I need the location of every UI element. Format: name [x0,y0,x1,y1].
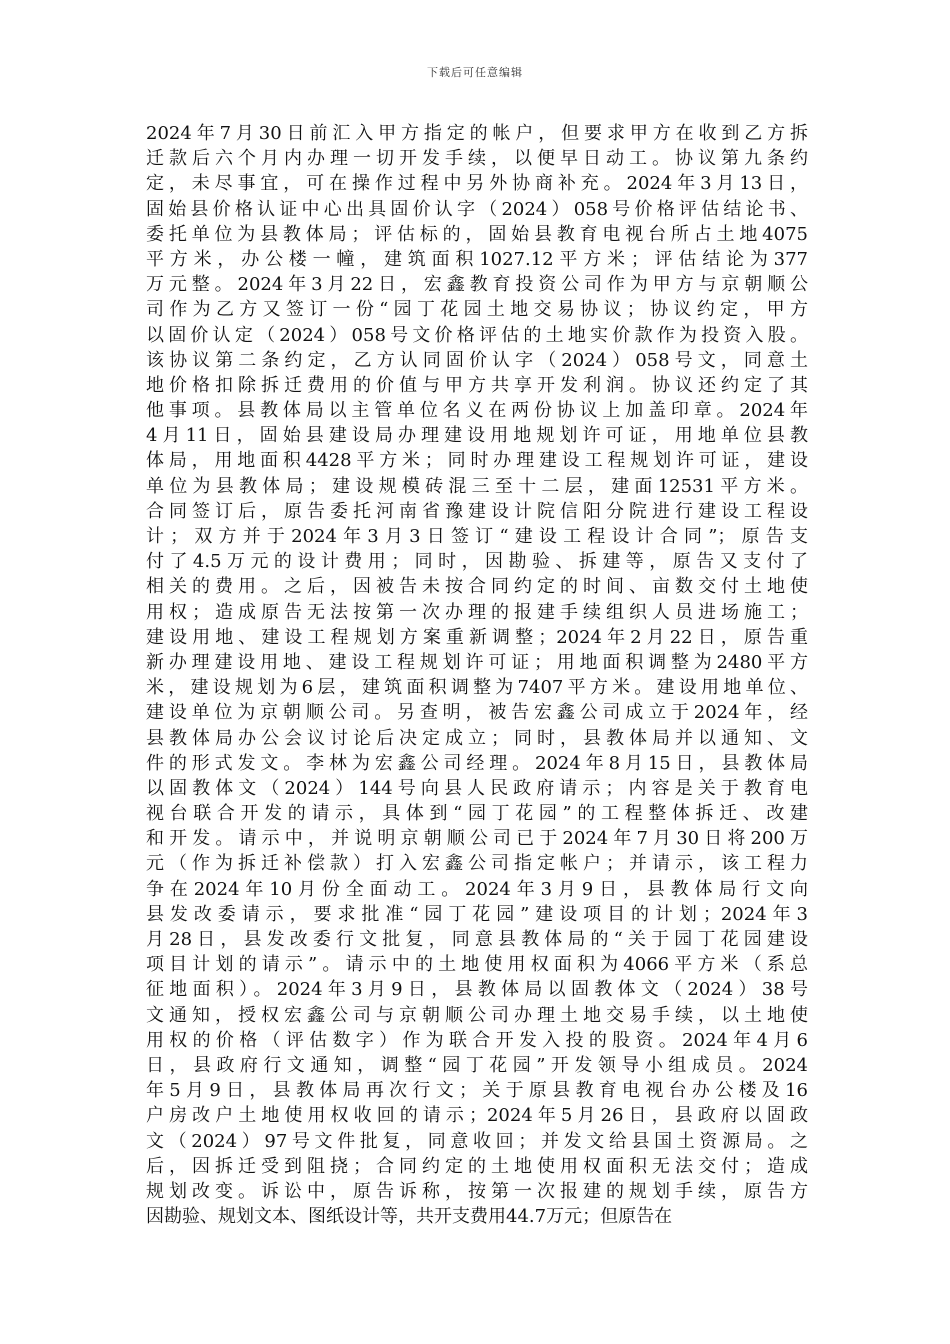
text-line: 户房改户土地使用权收回的请示；2024年5月26日，县政府以固政 [146,1105,808,1127]
body-text [146,121,808,1229]
text-line: 付了4.5万元的设计费用；同时，因勘验、拆建等，原告又支付了 [146,551,808,573]
text-line: 计；双方并于2024年3月3日签订“建设工程设计合同”；原告支 [146,526,808,547]
text-line: 以固价认定（2024）058号文价格评估的土地实价款作为投资入股。 [146,324,808,346]
text-line: 新办理建设用地、建设工程规划许可证；用地面积调整为2480平方 [146,651,808,673]
text-line: 项目计划的请示”。请示中的土地使用权面积为4066平方米（系总 [146,954,808,976]
text-line: 米，建设规划为6层，建筑面积调整为7407平方米。建设用地单位、 [146,677,808,699]
text-line: 委托单位为县教体局；评估标的，固始县教育电视台所占土地4075 [146,223,808,245]
text-line: 后，因拆迁受到阻挠；合同约定的土地使用权面积无法交付；造成 [146,1155,808,1177]
text-line: 建设单位为京朝顺公司。另查明，被告宏鑫公司成立于2024年，经 [146,702,808,724]
text-line: 司作为乙方又签订一份“园丁花园土地交易协议；协议约定，甲方 [146,299,808,321]
page-header: 下载后可任意编辑 [427,66,523,79]
text-line: 相关的费用。之后，因被告未按合同约定的时间、亩数交付土地使 [146,576,808,598]
text-line: 因勘验、规划文本、图纸设计等，共开支费用44.7万元；但原告在 [146,1206,673,1228]
text-line: 元（作为拆迁补偿款）打入宏鑫公司指定帐户；并请示，该工程力 [146,853,808,875]
text-line: 争在2024年10月份全面动工。2024年3月9日，县教体局行文向 [146,878,808,900]
text-line: 县教体局办公会议讨论后决定成立；同时，县教体局并以通知、文 [146,727,808,749]
text-line: 月28日，县发改委行文批复，同意县教体局的“关于园丁花园建设 [146,929,808,950]
text-line: 该协议第二条约定，乙方认同固价认字（2024）058号文，同意土 [146,349,808,371]
text-line: 单位为县教体局；建设规模砖混三至十二层，建面12531平方米。 [146,475,808,497]
text-line: 合同签订后，原告委托河南省豫建设计院信阳分院进行建设工程设 [146,500,808,522]
text-line: 地价格扣除拆迁费用的价值与甲方共享开发利润。协议还约定了其 [146,374,808,396]
text-line: 规划改变。诉讼中，原告诉称，按第一次报建的规划手续，原告方 [146,1180,808,1202]
text-line: 和开发。请示中，并说明京朝顺公司已于2024年7月30日将200万 [146,828,808,850]
text-line: 定，未尽事宜，可在操作过程中另外协商补充。2024年3月13日， [146,173,808,195]
text-line: 日，县政府行文通知，调整“园丁花园”开发领导小组成员。2024 [146,1054,808,1076]
text-line: 4月11日，固始县建设局办理建设用地规划许可证，用地单位县教 [146,425,808,447]
text-line: 2024年7月30日前汇入甲方指定的帐户，但要求甲方在收到乙方拆 [146,123,808,144]
text-line: 文通知，授权宏鑫公司与京朝顺公司办理土地交易手续，以土地使 [146,1004,808,1026]
text-line: 以固教体文（2024）144号向县人民政府请示；内容是关于教育电 [146,777,808,799]
text-line: 视台联合开发的请示，具体到“园丁花园”的工程整体拆迁、改建 [146,803,808,825]
text-line: 他事项。县教体局以主管单位名义在两份协议上加盖印章。2024年 [146,400,808,422]
text-line: 征地面积）。2024年3月9日，县教体局以固教体文（2024）38号 [146,979,808,1001]
text-line: 文（2024）97号文件批复，同意收回；并发文给县国土资源局。之 [146,1130,808,1152]
text-line: 年5月9日，县教体局再次行文；关于原县教育电视台办公楼及16 [146,1080,808,1102]
text-line: 迁款后六个月内办理一切开发手续，以便早日动工。协议第九条约 [146,148,808,170]
text-line: 县发改委请示，要求批准“园丁花园”建设项目的计划；2024年3 [146,903,808,925]
text-line: 固始县价格认证中心出具固价认字（2024）058号价格评估结论书、 [146,198,808,220]
text-line: 平方米，办公楼一幢，建筑面积1027.12平方米；评估结论为377 [146,248,808,270]
text-line: 体局，用地面积4428平方米；同时办理建设工程规划许可证，建设 [146,450,808,472]
text-line: 用权的价格（评估数字）作为联合开发入投的股资。2024年4月6 [146,1029,808,1051]
text-line: 件的形式发文。李林为宏鑫公司经理。2024年8月15日，县教体局 [146,752,808,774]
text-line: 用权；造成原告无法按第一次办理的报建手续组织人员进场施工； [146,601,808,623]
text-line: 建设用地、建设工程规划方案重新调整；2024年2月22日，原告重 [146,626,808,648]
text-line: 万元整。2024年3月22日，宏鑫教育投资公司作为甲方与京朝顺公 [146,274,808,296]
